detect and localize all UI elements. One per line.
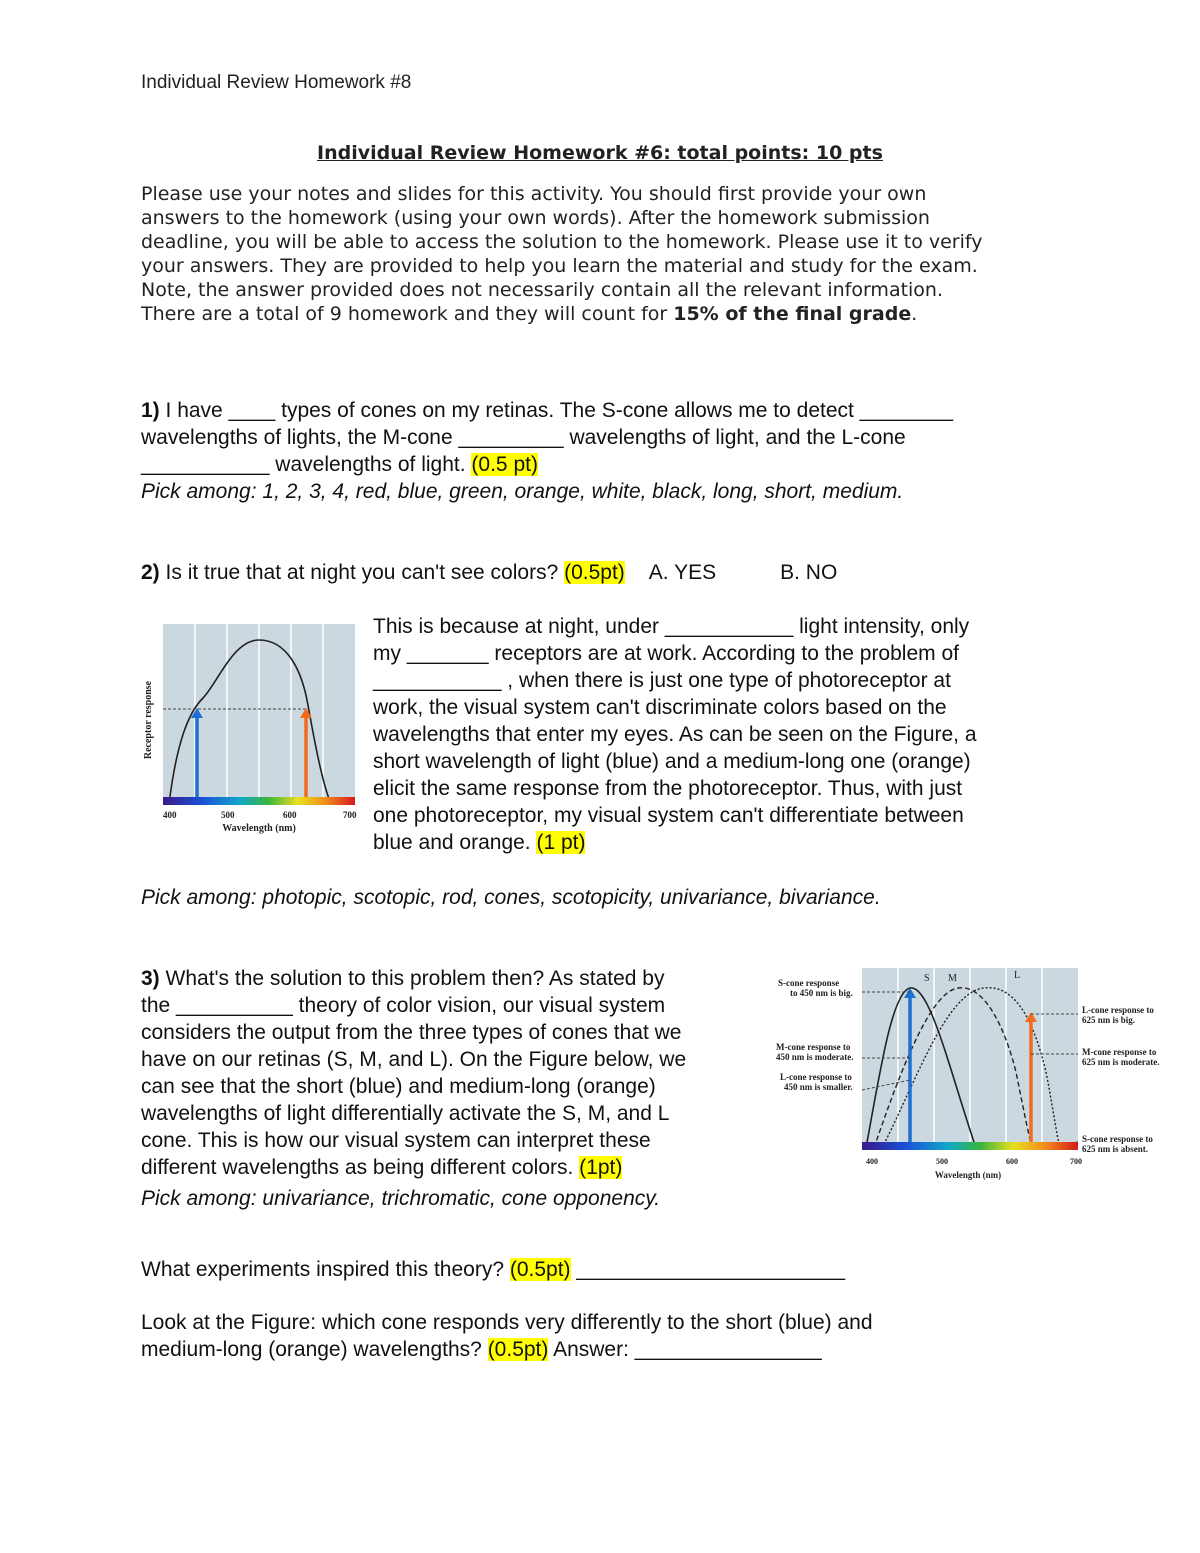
q3-last-line [141, 1154, 771, 1181]
question-4 [141, 1256, 1071, 1283]
q1-line-1 [141, 397, 1071, 424]
q5-line-2 [141, 1336, 1071, 1363]
q1-line-3 [141, 451, 1071, 478]
q2-last-text: blue and orange. [373, 831, 537, 854]
q2-pick: Pick among: photopic, scotopic, rod, cones, scotopicity, univariance, bivariance. [141, 886, 881, 909]
l-curve-label: L [1014, 970, 1021, 981]
q4-answer-blank: _______________________ [570, 1258, 846, 1281]
s-curve-label: S [924, 973, 930, 984]
q3-line: can see that the short (blue) and medium-long (orange) [141, 1075, 656, 1098]
page-title: Individual Review Homework #6: total points: 10 pts [317, 142, 883, 164]
q2-explanation [373, 613, 1073, 856]
q3-pick: Pick among: univariance, trichromatic, cone opponency. [141, 1187, 661, 1210]
spectrum-bar [862, 1142, 1078, 1150]
intro-line: answers to the homework (using your own words). After the homework submission [141, 207, 930, 229]
option-no: B. NO [780, 561, 838, 584]
q2-last-points: (1 pt) [536, 831, 586, 854]
q3-last-text: different wavelengths as being different colors. [141, 1156, 580, 1179]
q2-expl-line: short wavelength of light (blue) and a medium-long one (orange) [373, 750, 971, 773]
question-3 [141, 965, 771, 1212]
q1-text-1: I have ____ types of cones on my retinas. The S-cone allows me to detect ________ [159, 399, 954, 422]
intro-last-text: There are a total of 9 homework and they will count for [141, 303, 674, 325]
grade-weight: 15% of the final grade [673, 303, 912, 325]
tick-label-700: 700 [1070, 1157, 1082, 1166]
q5-text-2: medium-long (orange) wavelengths? [141, 1338, 488, 1361]
tick-label-400: 400 [866, 1157, 878, 1166]
q5-line-1: Look at the Figure: which cone responds very differently to the short (blue) and [141, 1311, 873, 1334]
q4-text: What experiments inspired this theory? [141, 1258, 510, 1281]
s-625-note-line2: 625 nm is absent. [1082, 1144, 1149, 1154]
l-note-line1: L-cone response to [780, 1072, 852, 1082]
s-note-line1: S-cone response [778, 978, 840, 988]
tick-label-600: 600 [1006, 1157, 1018, 1166]
q3-line-1 [141, 965, 771, 992]
m-note-line2: 450 nm is moderate. [776, 1052, 854, 1062]
l-625-note-line1: L-cone response to [1082, 1005, 1154, 1015]
q2-expl-line: one photoreceptor, my visual system can't differentiate between [373, 804, 964, 827]
q1-points: (0.5 pt) [471, 453, 538, 476]
m-625-note-line2: 625 nm is moderate. [1082, 1057, 1160, 1067]
question-2 [141, 559, 1071, 586]
tick-label-500: 500 [936, 1157, 948, 1166]
q1-pick: Pick among: 1, 2, 3, 4, red, blue, green, orange, white, black, long, short, medium. [141, 480, 904, 503]
q4-points: (0.5pt) [509, 1258, 571, 1281]
q3-number: 3) [141, 967, 160, 990]
q1-text-3: ___________ wavelengths of light. [141, 453, 472, 476]
q2-line [141, 559, 1071, 586]
m-note-line1: M-cone response to [776, 1042, 851, 1052]
intro-line: deadline, you will be able to access the solution to the homework. Please use it to verify [141, 231, 983, 253]
l-note-line2: 450 nm is smaller. [784, 1082, 853, 1092]
m-625-note-line1: M-cone response to [1082, 1047, 1157, 1057]
l-625-note-line2: 625 nm is big. [1082, 1015, 1136, 1025]
q5-answer-blank: Answer: ________________ [548, 1338, 822, 1361]
y-axis-label: Receptor response [143, 680, 154, 760]
q2-expl-line: work, the visual system can't discriminate colors based on the [373, 696, 947, 719]
q3-line: cone. This is how our visual system can interpret these [141, 1129, 651, 1152]
q5-points: (0.5pt) [487, 1338, 549, 1361]
q3-points: (1pt) [579, 1156, 623, 1179]
q3-line: wavelengths of light differentially activate the S, M, and L [141, 1102, 670, 1125]
intro-line: Please use your notes and slides for this activity. You should first provide your own [141, 183, 927, 205]
q3-line: the __________ theory of color vision, our visual system [141, 994, 666, 1017]
q2-expl-line: my _______ receptors are at work. According to the problem of [373, 642, 959, 665]
q2-expl-line: This is because at night, under ___________ light intensity, only [373, 615, 970, 638]
tick-label-700: 700 [343, 810, 357, 820]
univariance-figure [141, 620, 357, 850]
q2-question: Is it true that at night you can't see colors? [159, 561, 565, 584]
x-axis-label: Wavelength (nm) [934, 1170, 1002, 1180]
intro-line: your answers. They are provided to help you learn the material and study for the exam. [141, 255, 978, 277]
intro-period: . [911, 303, 918, 325]
question-1 [141, 397, 1071, 505]
tick-label-400: 400 [163, 810, 177, 820]
intro-line: Note, the answer provided does not necessarily contain all the relevant information. [141, 279, 944, 301]
trichromatic-figure [770, 962, 1170, 1190]
q2-expl-last [373, 829, 1073, 856]
spectrum-bar [163, 797, 355, 805]
q3-line: considers the output from the three types of cones that we [141, 1021, 682, 1044]
q1-line-2: wavelengths of lights, the M-cone _________ wavelengths of light, and the L-cone [141, 426, 906, 449]
option-yes: A. YES [648, 561, 717, 584]
s-note-line2: to 450 nm is big. [790, 988, 853, 998]
q2-expl-line: elicit the same response from the photoreceptor. Thus, with just [373, 777, 963, 800]
q2-points: (0.5pt) [564, 561, 625, 584]
q3-text-1: What's the solution to this problem then? As stated by [159, 967, 665, 990]
intro-paragraph [141, 182, 1071, 326]
q1-number: 1) [141, 399, 160, 422]
q4-line [141, 1256, 1071, 1283]
tick-label-600: 600 [283, 810, 297, 820]
q2-expl-line: wavelengths that enter my eyes. As can be seen on the Figure, a [373, 723, 977, 746]
s-625-note-line1: S-cone response to [1082, 1134, 1153, 1144]
tick-label-500: 500 [221, 810, 235, 820]
q3-line: have on our retinas (S, M, and L). On the Figure below, we [141, 1048, 687, 1071]
q2-expl-line: ___________ , when there is just one type of photoreceptor at [373, 669, 951, 692]
m-curve-label: M [948, 973, 957, 984]
question-5 [141, 1309, 1071, 1363]
x-axis-label: Wavelength (nm) [222, 823, 296, 834]
page-header: Individual Review Homework #8 [141, 72, 412, 93]
q2-number: 2) [141, 561, 160, 584]
intro-last-line [141, 302, 1071, 326]
